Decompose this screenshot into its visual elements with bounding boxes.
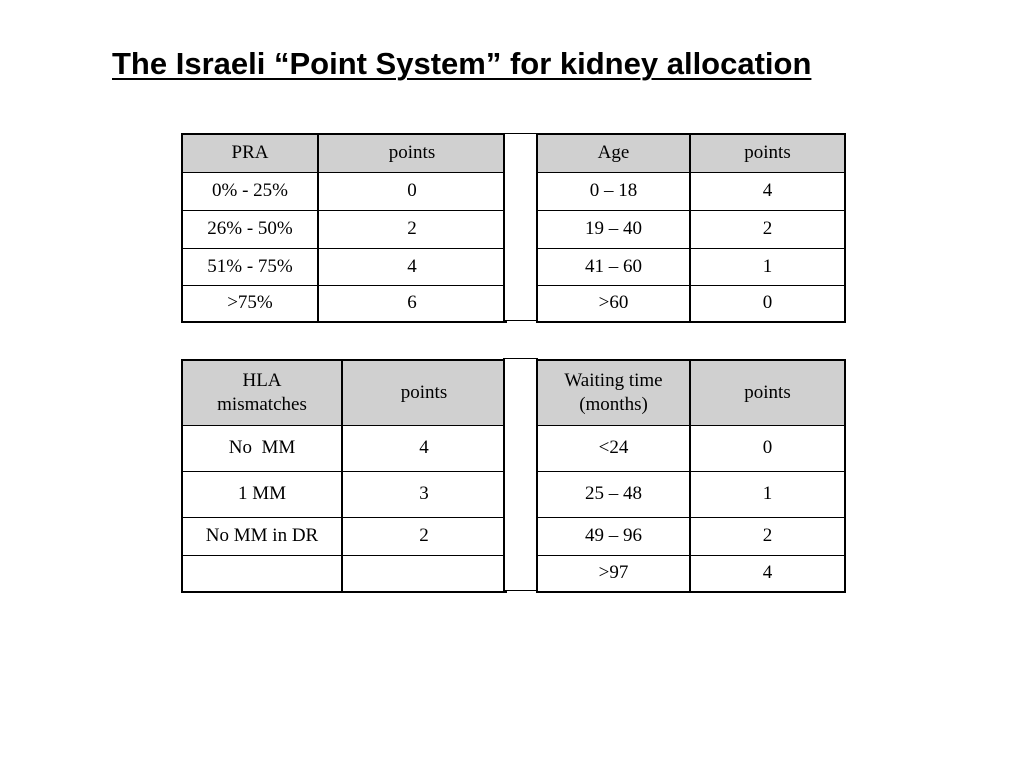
table-cell: No MM in DR <box>182 517 342 555</box>
spacer-column <box>503 133 538 321</box>
table-cell: 6 <box>318 285 506 322</box>
table-cell: 0 <box>690 425 845 471</box>
slide-title: The Israeli “Point System” for kidney allocation <box>112 46 812 81</box>
table-cell: >60 <box>537 285 690 322</box>
table-cell: 1 <box>690 471 845 517</box>
table-cell: 3 <box>342 471 506 517</box>
pra-points-header: points <box>318 134 506 172</box>
table-cell: 2 <box>342 517 506 555</box>
table-cell: 51% - 75% <box>182 248 318 285</box>
table-cell: 1 <box>690 248 845 285</box>
table-cell: 4 <box>690 555 845 592</box>
waiting-time-table <box>536 359 846 593</box>
table-cell: 25 – 48 <box>537 471 690 517</box>
pra-header: PRA <box>182 134 318 172</box>
table-cell: 49 – 96 <box>537 517 690 555</box>
waiting-time-header: Waiting time (months) <box>537 360 690 425</box>
table-cell: 4 <box>690 172 845 210</box>
age-header: Age <box>537 134 690 172</box>
spacer-column <box>503 358 538 591</box>
table-cell: 0% - 25% <box>182 172 318 210</box>
waiting-points-header: points <box>690 360 845 425</box>
hla-table <box>181 359 507 593</box>
table-cell: 0 – 18 <box>537 172 690 210</box>
age-points-header: points <box>690 134 845 172</box>
table-cell: 41 – 60 <box>537 248 690 285</box>
table-cell: >75% <box>182 285 318 322</box>
age-table <box>536 133 846 323</box>
table-cell: <24 <box>537 425 690 471</box>
hla-points-header: points <box>342 360 506 425</box>
table-cell: No MM <box>182 425 342 471</box>
pra-table <box>181 133 507 323</box>
table-cell: 2 <box>318 210 506 248</box>
table-cell: 2 <box>690 517 845 555</box>
table-cell: 0 <box>690 285 845 322</box>
table-cell <box>182 555 342 592</box>
table-cell: 4 <box>342 425 506 471</box>
table-cell <box>342 555 506 592</box>
table-cell: >97 <box>537 555 690 592</box>
hla-header: HLA mismatches <box>182 360 342 425</box>
table-cell: 26% - 50% <box>182 210 318 248</box>
table-cell: 2 <box>690 210 845 248</box>
table-cell: 1 MM <box>182 471 342 517</box>
table-cell: 19 – 40 <box>537 210 690 248</box>
table-cell: 0 <box>318 172 506 210</box>
table-cell: 4 <box>318 248 506 285</box>
